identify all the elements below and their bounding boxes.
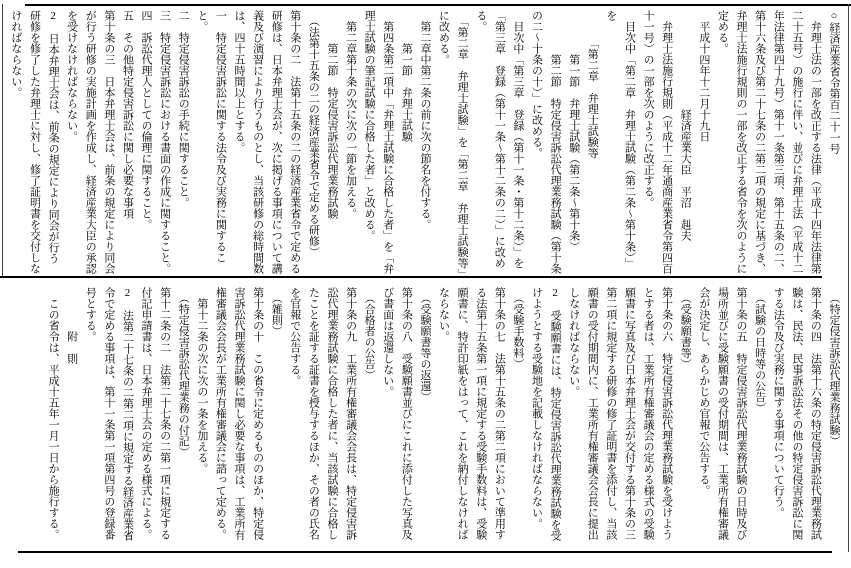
text-column-paragraph: 第十二条の次に次の一条を加える。 (195, 287, 208, 474)
text-column-paragraph: 弁理士法の一部を改正する法律（平成十四年法律第二十五号）の施行に伴い、並びに弁理士法（平成十二年法律第四十九号）第十一条第三項、第十五条の二、第十六条及び第二十七条の二第二項の規定に基づき、弁理士法施行規則の一部を改正する省令を次のように定める。 (716, 10, 822, 274)
text-column-paragraph: 四 訴訟代理人としての倫理に関すること。 (140, 10, 153, 230)
text-column-paragraph: 弁理士法施行規則（平成十二年通商産業省令第四百十一号）の一部を次のように改正する。 (642, 10, 673, 274)
text-column-paragraph: （受験願書等の返還） (418, 287, 431, 403)
text-column-paragraph: 第一節 弁理士試験 (400, 10, 413, 142)
text-column-paragraph: この省令は、平成十五年一月一日から施行する。 (47, 287, 60, 540)
text-column-paragraph: 第一節 弁理士試験（第二条～第十条） (567, 10, 580, 252)
text-column-paragraph: （合格者の公告） (363, 287, 376, 381)
text-column-paragraph: 第四条第二項中「弁理士試験に合格した者」を「弁理士試験の筆記試験に合格した者」と改める。 (363, 10, 394, 274)
text-column-paragraph: 附 則 (65, 287, 78, 364)
text-column-paragraph: 第二章第十条の次に次の一節を加える。 (344, 10, 357, 219)
text-column-paragraph: 第十条の九 工業所有権審議会会長は、特定侵害訴訟代理業務試験に合格した者に、当該試験に合格したことを証する証書を授与するほか、その者の氏名を官報で公告する。 (288, 287, 357, 540)
bottom-text-band (6, 287, 843, 549)
text-column-paragraph: 第十条の二 法第十五条の二の経済産業省令で定める研修は、日本弁理士会が、次に掲げる事項について講義及び演習により行うものとし、当該研修の総時間数は、四十五時間以上とする。 (233, 10, 301, 274)
text-column-paragraph: 第十条の七 法第十五条の二第二項において準用する法第十五条第一項に規定する受験手数料は、受験願書に、特許印紙をはって、これを納付しなければならない。 (437, 287, 506, 540)
text-column-paragraph: 第二章中第二条の前に次の節名を付する。 (418, 10, 431, 230)
text-column-paragraph: 二 特定侵害訴訟の手続に関すること。 (177, 10, 190, 208)
text-column-paragraph: 経済産業大臣 平沼 赳夫 (679, 10, 692, 241)
top-rule (25, 4, 851, 6)
text-column-paragraph: （試験の日時等の公告） (753, 287, 766, 414)
text-column-paragraph: （雑則） (270, 287, 283, 337)
text-column-paragraph: （受験願書等） (679, 287, 692, 370)
bottom-rule (18, 551, 832, 553)
text-column-paragraph: 第十二条の二 法第二十七条の二第一項に規定する付記申請書は、日本弁理士会の定める様式による。 (140, 287, 171, 540)
text-column-paragraph: 平成十四年十二月十九日 (697, 10, 710, 142)
top-text-band (6, 10, 843, 274)
text-column-paragraph: 2 法第二十七条の二第二項に規定する経済産業省令で定める事項は、第十一条第一項第四号の登録番号とする。 (84, 287, 134, 541)
text-column-paragraph: （特定侵害訴訟代理業務の付記） (177, 287, 190, 458)
text-column-paragraph: 「第二章 弁理士試験」を「第二章 弁理士試験等」に改める。 (437, 10, 469, 274)
text-column-paragraph: 第十条の五 特定侵害訴訟代理業務試験の日時及び場所並びに受験願書の受付期間は、工業所有権審議会が決定し、あらかじめ官報で公告する。 (697, 287, 748, 540)
text-column-paragraph: 目次中「第二章 弁理士試験（第二条～第十条）」を (604, 10, 636, 269)
text-column-paragraph: （法第十五条の二の経済産業省令で定める研修） (307, 10, 320, 258)
text-column-paragraph: 第二節 特定侵害訴訟代理業務試験（第十条の二～十条の十）」に改める。 (530, 10, 562, 274)
text-column-paragraph: 2 受験願書には、特定侵害訴訟代理業務試験を受けようとする受験地を記載しなければならない。 (530, 287, 562, 541)
middle-divider-rule (0, 276, 822, 278)
text-column-paragraph: ○経済産業省令第百二十一号 (828, 10, 840, 154)
text-column-paragraph: 2 日本弁理士会は、前条の規定により同会が行う研修を修了した弁理士に対し、修了証明書を交付しなければならない。 (9, 10, 60, 274)
text-column-paragraph: 第十条の十 この省令に定めるもののほか、特定侵害訴訟代理業務試験に関し必要な事項は、工業所有権審議会会長が工業所有権審議会に諮って定める。 (214, 287, 264, 540)
text-column-paragraph: 第十条の三 日本弁理士会は、前条の規定により同会が行う研修の実施計画を作成し、経済産業大臣の承認を受けなければならない。 (65, 10, 115, 274)
text-column-paragraph: 第十条の四 法第十六条の特定侵害訴訟代理業務試験は、民法、民事訴訟法その他の特定侵害訴訟に関する法令及び実務に関する事項について行う。 (772, 287, 822, 540)
text-column-paragraph: 「第二章 弁理士試験等 (586, 10, 599, 159)
text-column-paragraph: 第二節 特定侵害訴訟代理業務試験 (325, 10, 338, 219)
text-column-paragraph: 三 特定侵害訴訟における書面の作成に関すること。 (158, 10, 171, 274)
text-column-paragraph: （受験手数料） (511, 287, 524, 370)
text-column-paragraph: 第十条の八 受験願書並びにこれに添付した写真及び書面は返還しない。 (381, 287, 413, 540)
text-column-paragraph: 五 その他特定侵害訴訟に関し必要な事項 (121, 10, 134, 219)
text-column-paragraph: 第十条の六 特定侵害訴訟代理業務試験を受けようとする者は、工業所有権審議会の定める様式の受験願書に写真及び日本弁理士会が交付する第十条の三第二項に規定する研修の修了証明書を添付し、当該願書の受付期間内に、工業所有権審議会会長に提出しなければならない。 (567, 287, 673, 540)
text-column-paragraph: （特定侵害訴訟代理業務試験） (828, 287, 840, 447)
text-column-paragraph: 目次中「第三章 登録（第十一条・第十二条）」を「第三章 登録（第十一条～第十二条の二）」に改める。 (474, 10, 524, 269)
right-page-edge (848, 4, 849, 552)
text-column-paragraph: 一 特定侵害訴訟に関する法令及び実務に関すること。 (195, 10, 227, 263)
left-page-edge (2, 4, 3, 276)
